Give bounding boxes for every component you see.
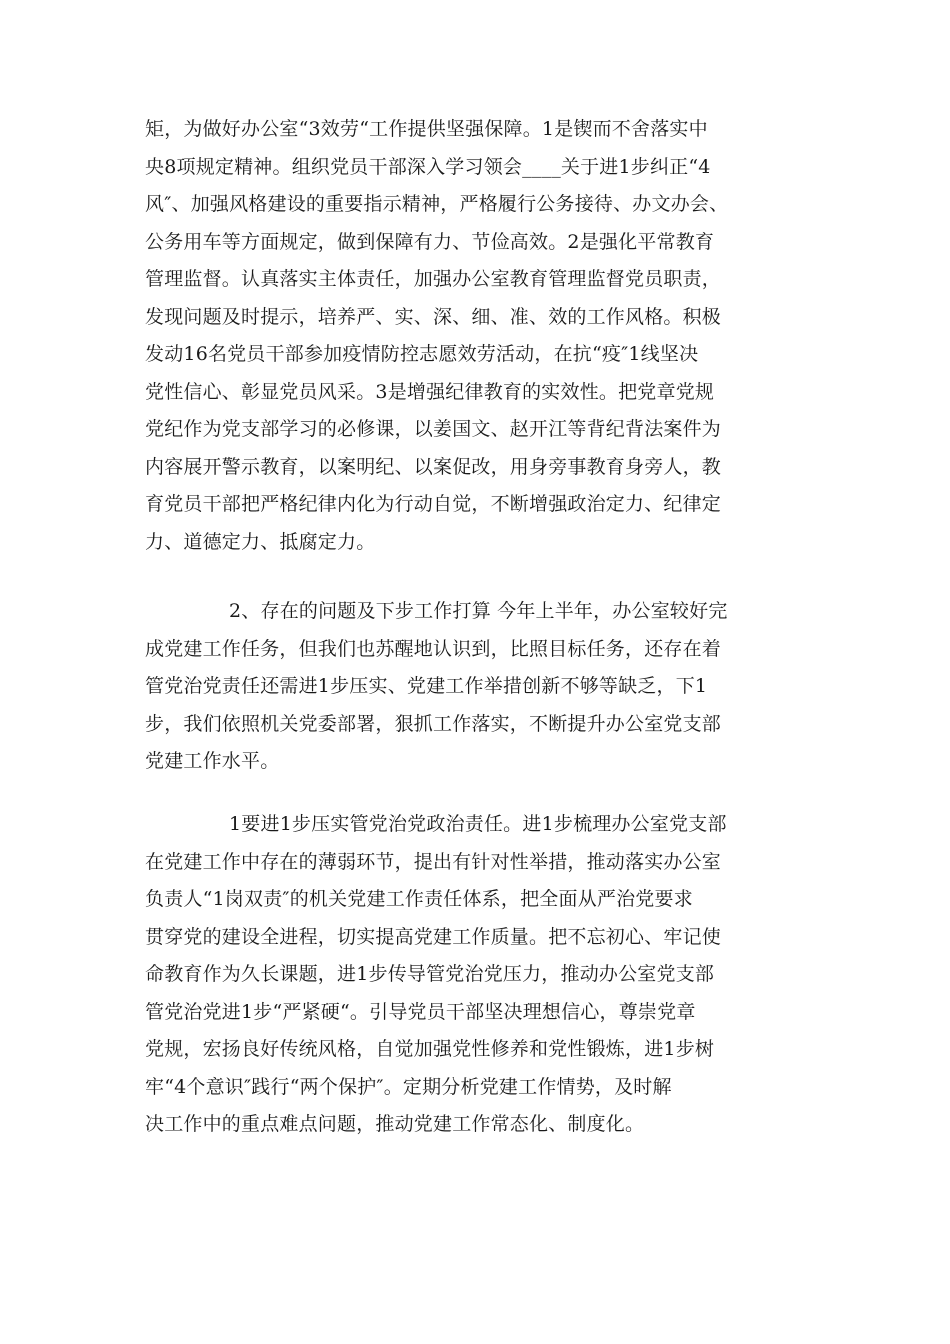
- paragraph-3: [145, 806, 810, 1144]
- text-line: 党建工作水平。: [145, 750, 280, 772]
- text-line: 1要进1步压实管党治党政治责任。进1步梳理办公室党支部: [229, 813, 727, 835]
- text-line: 党纪作为党支部学习的必修课，以姜国文、赵开江等背纪背法案件为: [145, 418, 722, 440]
- text-line: 牢“4个意识″践行“两个保护″。定期分析党建工作情势，及时解: [145, 1075, 672, 1098]
- paragraph-2: [145, 593, 810, 781]
- text-line: 决工作中的重点难点问题，推动党建工作常态化、制度化。: [145, 1113, 645, 1135]
- text-line: 在党建工作中存在的薄弱环节，提出有针对性举措，推动落实办公室: [145, 850, 722, 873]
- text-line: 育党员干部把严格纪律内化为行动自觉，不断增强政治定力、纪律定: [145, 493, 722, 515]
- text-line: 风″、加强风格建设的重要指示精神，严格履行公务接待、办文办会、: [145, 193, 729, 215]
- text-line: 党性信心、彰显党员风采。3是增强纪律教育的实效性。把党章党规: [145, 380, 715, 403]
- text-line: 央8项规定精神。组织党员干部深入学习领会____关于进1步纠正“4: [145, 155, 711, 178]
- text-line: 发动16名党员干部参加疫情防控志愿效劳活动，在抗“疫″1线坚决: [145, 343, 699, 365]
- text-line: 管党治党进1步“严紧硬“。引导党员干部坚决理想信心，尊崇党章: [145, 1000, 696, 1023]
- text-line: 内容展开警示教育，以案明纪、以案促改，用身旁事教育身旁人，教: [145, 455, 722, 478]
- text-line: 发现问题及时提示，培养严、实、深、细、准、效的工作风格。积极: [145, 305, 722, 328]
- text-line: 公务用车等方面规定，做到保障有力、节俭高效。2是强化平常教育: [145, 230, 715, 253]
- text-line: 矩，为做好办公室“3效劳“工作提供坚强保障。1是锲而不舍落实中: [145, 118, 708, 140]
- text-line: 成党建工作任务，但我们也苏醒地认识到，比照目标任务，还存在着: [145, 637, 722, 660]
- text-line: 步，我们依照机关党委部署，狠抓工作落实，不断提升办公室党支部: [145, 712, 722, 735]
- text-line: 管党治党责任还需进1步压实、党建工作举措创新不够等缺乏，下1: [145, 675, 708, 697]
- paragraph-1: [145, 111, 810, 561]
- text-line: 党规，宏扬良好传统风格，自觉加强党性修养和党性锻炼，进1步树: [145, 1038, 715, 1060]
- text-line: 管理监督。认真落实主体责任，加强办公室教育管理监督党员职责，: [145, 268, 722, 290]
- text-line: 负责人“1岗双责″的机关党建工作责任体系，把全面从严治党要求: [145, 888, 693, 910]
- text-line: 命教育作为久长课题，进1步传导管党治党压力，推动办公室党支部: [145, 963, 715, 985]
- text-line: 力、道德定力、抵腐定力。: [145, 530, 376, 553]
- text-line: 贯穿党的建设全进程，切实提高党建工作质量。把不忘初心、牢记使: [145, 925, 722, 948]
- text-line: 2、存在的问题及下步工作打算 今年上半年，办公室较好完: [229, 600, 728, 622]
